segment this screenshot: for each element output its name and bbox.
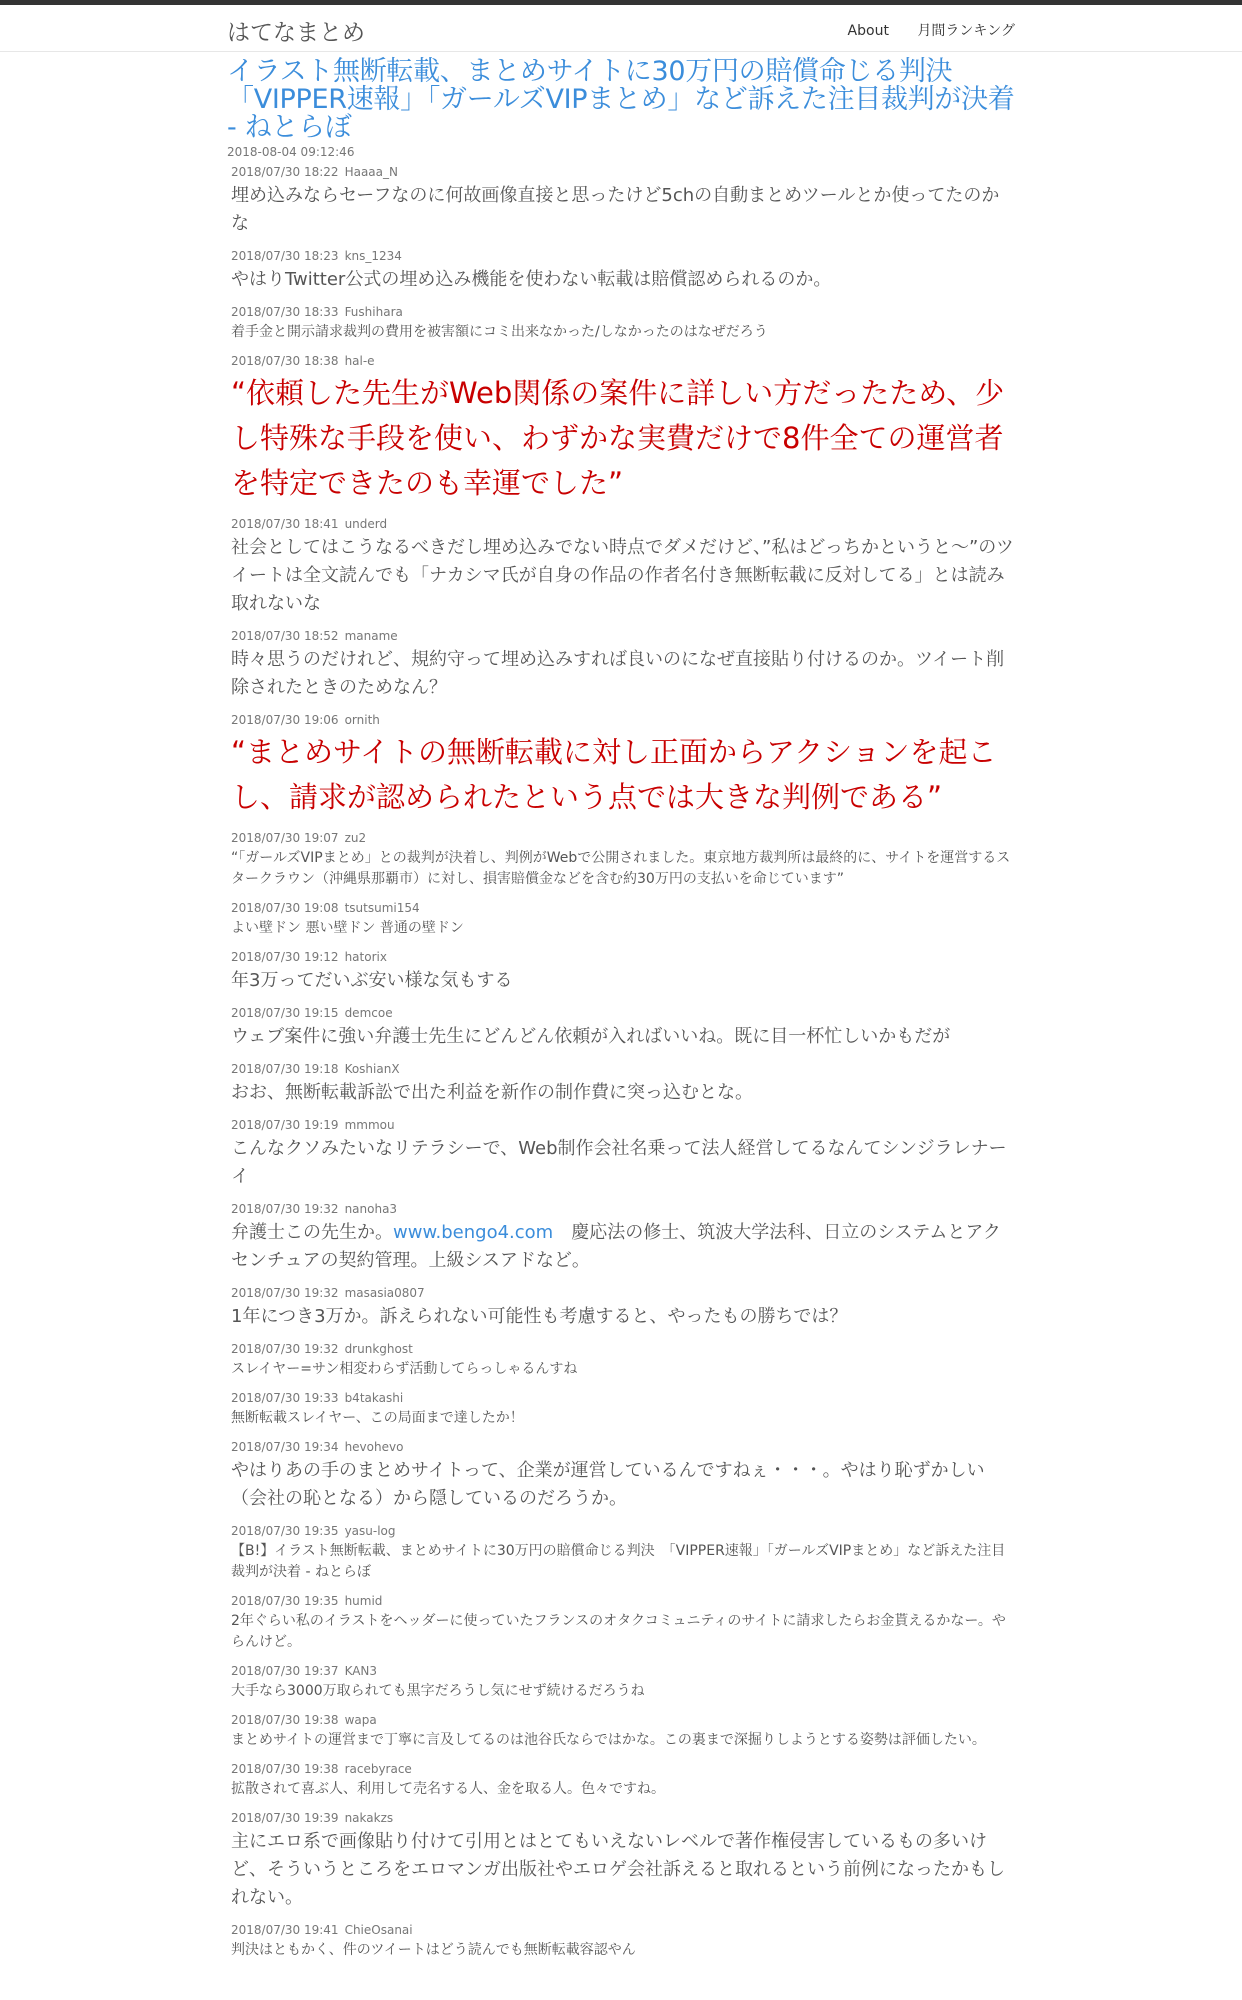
comment-text: “まとめサイトの無断転載に対し正面からアクションを起こし、請求が認められたという点では大きな判例である” bbox=[231, 735, 997, 814]
comment-timestamp: 2018/07/30 19:39 bbox=[231, 1811, 339, 1825]
comment-username: ornith bbox=[344, 713, 380, 727]
comment-username: humid bbox=[344, 1594, 383, 1608]
comment-item bbox=[231, 1761, 1017, 1800]
comment-body bbox=[231, 322, 1017, 343]
comment-body bbox=[231, 1611, 1017, 1653]
comment-username: mmmou bbox=[344, 1118, 395, 1132]
comment-meta bbox=[231, 304, 1017, 320]
comment-item bbox=[231, 164, 1017, 238]
comment-timestamp: 2018/07/30 19:35 bbox=[231, 1594, 339, 1608]
comment-body bbox=[231, 1828, 1017, 1912]
comment-text: “依頼した先生がWeb関係の案件に詳しい方だったため、少し特殊な手段を使い、わずかな実費だけで8件全ての運営者を特定できたのも幸運でした” bbox=[231, 376, 1005, 500]
article-date: 2018-08-04 09:12:46 bbox=[227, 145, 355, 159]
comment-timestamp: 2018/07/30 19:18 bbox=[231, 1062, 339, 1076]
comment-meta bbox=[231, 1663, 1017, 1679]
comment-meta bbox=[231, 830, 1017, 846]
comment-meta bbox=[231, 1761, 1017, 1777]
comment-text: 社会としてはこうなるべきだし埋め込みでない時点でダメだけど、”私はどっちかというと〜”のツイートは全文読んでも「ナカシマ氏が自身の作品の作者名付き無断転載に反対してる」とは読み取れないな bbox=[231, 537, 1014, 614]
comment-item bbox=[231, 1593, 1017, 1653]
comment-meta bbox=[231, 1341, 1017, 1357]
comment-timestamp: 2018/07/30 19:38 bbox=[231, 1713, 339, 1727]
comment-body bbox=[231, 1730, 1017, 1751]
comment-body bbox=[231, 1023, 1017, 1051]
comment-body bbox=[231, 1457, 1017, 1513]
comment-item bbox=[231, 1390, 1017, 1429]
comment-item bbox=[231, 1663, 1017, 1702]
main-content bbox=[227, 58, 1017, 1961]
comment-meta bbox=[231, 1201, 1017, 1217]
comment-text: やはりTwitter公式の埋め込み機能を使わない転載は賠償認められるのか。 bbox=[231, 269, 832, 290]
comment-username: tsutsumi154 bbox=[344, 901, 420, 915]
comment-meta bbox=[231, 628, 1017, 644]
comment-timestamp: 2018/07/30 18:38 bbox=[231, 354, 339, 368]
comment-item bbox=[231, 1061, 1017, 1107]
comment-body bbox=[231, 1541, 1017, 1583]
comment-body bbox=[231, 1359, 1017, 1380]
comment-timestamp: 2018/07/30 19:33 bbox=[231, 1391, 339, 1405]
comment-username: wapa bbox=[344, 1713, 377, 1727]
comment-timestamp: 2018/07/30 19:35 bbox=[231, 1524, 339, 1538]
comment-body bbox=[231, 1303, 1017, 1331]
comment-item bbox=[231, 1712, 1017, 1751]
comment-username: Fushihara bbox=[344, 305, 403, 319]
comment-meta bbox=[231, 1005, 1017, 1021]
comment-body bbox=[231, 1135, 1017, 1191]
comment-meta bbox=[231, 516, 1017, 532]
comment-username: hatorix bbox=[344, 950, 387, 964]
comment-text: 着手金と開示請求裁判の費用を被害額にコミ出来なかった/しなかったのはなぜだろう bbox=[231, 324, 768, 340]
comment-username: maname bbox=[344, 629, 398, 643]
comment-text: こんなクソみたいなリテラシーで、Web制作会社名乗って法人経営してるなんてシンジラレナーイ bbox=[231, 1138, 1007, 1187]
comment-timestamp: 2018/07/30 19:32 bbox=[231, 1342, 339, 1356]
comment-body bbox=[231, 1079, 1017, 1107]
comment-body bbox=[231, 534, 1017, 618]
comment-timestamp: 2018/07/30 19:37 bbox=[231, 1664, 339, 1678]
comment-timestamp: 2018/07/30 18:41 bbox=[231, 517, 339, 531]
comment-username: ChieOsanai bbox=[344, 1923, 413, 1937]
comment-text: 判決はともかく、件のツイートはどう読んでも無断転載容認やん bbox=[231, 1942, 636, 1958]
comment-timestamp: 2018/07/30 19:38 bbox=[231, 1762, 339, 1776]
comment-timestamp: 2018/07/30 19:07 bbox=[231, 831, 339, 845]
comment-body bbox=[231, 646, 1017, 702]
comment-meta bbox=[231, 1810, 1017, 1826]
comment-timestamp: 2018/07/30 19:32 bbox=[231, 1286, 339, 1300]
comment-text: ウェブ案件に強い弁護士先生にどんどん依頼が入ればいいね。既に目一杯忙しいかもだが bbox=[231, 1026, 951, 1047]
comment-timestamp: 2018/07/30 19:34 bbox=[231, 1440, 339, 1454]
comment-username: nakakzs bbox=[344, 1811, 394, 1825]
comment-meta bbox=[231, 1390, 1017, 1406]
comment-text: 拡散されて喜ぶ人、利用して売名する人、金を取る人。色々ですね。 bbox=[231, 1781, 665, 1797]
comment-text: 2年ぐらい私のイラストをヘッダーに使っていたフランスのオタクコミュニティのサイトに請求したらお金貰えるかなー。やらんけど。 bbox=[231, 1613, 1006, 1650]
comment-item bbox=[231, 1341, 1017, 1380]
comment-body bbox=[231, 967, 1017, 995]
comment-body bbox=[231, 1219, 1017, 1275]
comment-body bbox=[231, 848, 1017, 890]
comment-timestamp: 2018/07/30 18:52 bbox=[231, 629, 339, 643]
comment-meta bbox=[231, 353, 1017, 369]
comment-timestamp: 2018/07/30 19:12 bbox=[231, 950, 339, 964]
comment-text: 時々思うのだけれど、規約守って埋め込みすれば良いのになぜ直接貼り付けるのか。ツイート削除されたときのためなん？ bbox=[231, 649, 1005, 698]
comment-username: racebyrace bbox=[344, 1762, 412, 1776]
comment-text: 1年につき3万か。訴えられない可能性も考慮すると、やったもの勝ちでは？ bbox=[231, 1306, 848, 1327]
comment-body bbox=[231, 182, 1017, 238]
comment-text-prefix: 弁護士この先生か。 bbox=[231, 1222, 393, 1243]
comment-meta bbox=[231, 1439, 1017, 1455]
comment-body bbox=[231, 1779, 1017, 1800]
comment-text: 慶応法の修士、筑波大学法科、日立のシステムとアクセンチュアの契約管理。上級シスアドなど。 bbox=[231, 1222, 1001, 1271]
comment-timestamp: 2018/07/30 18:23 bbox=[231, 249, 339, 263]
comment-item bbox=[231, 900, 1017, 939]
comment-username: KAN3 bbox=[344, 1664, 378, 1678]
comment-body bbox=[231, 1681, 1017, 1702]
comment-body bbox=[231, 1408, 1017, 1429]
comment-username: hevohevo bbox=[344, 1440, 404, 1454]
comment-item bbox=[231, 1285, 1017, 1331]
comment-username: b4takashi bbox=[344, 1391, 404, 1405]
comment-username: yasu-log bbox=[344, 1524, 396, 1538]
comment-meta bbox=[231, 1712, 1017, 1728]
comment-body bbox=[231, 918, 1017, 939]
comment-meta bbox=[231, 1061, 1017, 1077]
comment-text: まとめサイトの運営まで丁寧に言及してるのは池谷氏ならではかな。この裏まで深掘りしようとする姿勢は評価したい。 bbox=[231, 1732, 986, 1748]
comment-timestamp: 2018/07/30 19:06 bbox=[231, 713, 339, 727]
comment-item bbox=[231, 1523, 1017, 1583]
comment-item bbox=[231, 1117, 1017, 1191]
comment-item bbox=[231, 248, 1017, 294]
comment-meta bbox=[231, 248, 1017, 264]
comment-username: zu2 bbox=[344, 831, 367, 845]
site-brand-link[interactable]: はてなまとめ bbox=[227, 20, 365, 46]
comment-timestamp: 2018/07/30 18:33 bbox=[231, 305, 339, 319]
comment-text: 年3万ってだいぶ安い様な気もする bbox=[231, 970, 513, 991]
comment-meta bbox=[231, 1523, 1017, 1539]
comment-username: underd bbox=[344, 517, 388, 531]
nav-monthly-ranking-link[interactable]: 月間ランキング bbox=[917, 23, 1015, 39]
comment-body bbox=[231, 371, 1017, 506]
comment-body bbox=[231, 730, 1017, 820]
comment-meta bbox=[231, 1285, 1017, 1301]
comment-item bbox=[231, 712, 1017, 820]
comment-item bbox=[231, 1005, 1017, 1051]
comment-meta bbox=[231, 949, 1017, 965]
comment-timestamp: 2018/07/30 19:32 bbox=[231, 1202, 339, 1216]
comment-text: よい壁ドン 悪い壁ドン 普通の壁ドン bbox=[231, 920, 464, 936]
nav-about-link[interactable]: About bbox=[847, 23, 889, 39]
comment-meta bbox=[231, 164, 1017, 180]
comment-list bbox=[227, 164, 1017, 1961]
comment-text: 大手なら3000万取られても黒字だろうし気にせず続けるだろうね bbox=[231, 1683, 645, 1699]
comment-username: KoshianX bbox=[344, 1062, 400, 1076]
comment-meta bbox=[231, 712, 1017, 728]
comment-meta bbox=[231, 1117, 1017, 1133]
comment-username: kns_1234 bbox=[344, 249, 402, 263]
comment-timestamp: 2018/07/30 18:22 bbox=[231, 165, 339, 179]
comment-item bbox=[231, 1439, 1017, 1513]
comment-username: drunkghost bbox=[344, 1342, 413, 1356]
comment-item bbox=[231, 1810, 1017, 1912]
comment-username: Haaaa_N bbox=[344, 165, 398, 179]
nav-links bbox=[824, 20, 1015, 40]
comment-meta bbox=[231, 1593, 1017, 1609]
comment-username: masasia0807 bbox=[344, 1286, 425, 1300]
comment-item bbox=[231, 830, 1017, 890]
comment-item bbox=[231, 516, 1017, 618]
comment-text: やはりあの手のまとめサイトって、企業が運営しているんですねぇ・・・。やはり恥ずかしい（会社の恥となる）から隠しているのだろうか。 bbox=[231, 1460, 985, 1509]
comment-username: nanoha3 bbox=[344, 1202, 398, 1216]
comment-timestamp: 2018/07/30 19:15 bbox=[231, 1006, 339, 1020]
comment-item bbox=[231, 304, 1017, 343]
comment-username: hal-e bbox=[344, 354, 375, 368]
comment-text: 埋め込みならセーフなのに何故画像直接と思ったけど5chの自動まとめツールとか使ってたのかな bbox=[231, 185, 1000, 234]
comment-link[interactable]: www.bengo4.com bbox=[393, 1222, 554, 1243]
comment-item bbox=[231, 1922, 1017, 1961]
comment-text: 主にエロ系で画像貼り付けて引用とはとてもいえないレベルで著作権侵害しているもの多いけど、そういうところをエロマンガ出版社やエロゲ会社訴えると取れるという前例になったかもしれない。 bbox=[231, 1831, 1005, 1908]
comment-text: おお、無断転載訴訟で出た利益を新作の制作費に突っ込むとな。 bbox=[231, 1082, 753, 1103]
comment-body bbox=[231, 1940, 1017, 1961]
comment-meta bbox=[231, 1922, 1017, 1938]
article-title-link[interactable]: イラスト無断転載、まとめサイトに30万円の賠償命じる判決 「VIPPER速報」「ガールズVIPまとめ」など訴えた注目裁判が決着 - ねとらぼ bbox=[227, 56, 1015, 143]
comment-item bbox=[231, 628, 1017, 702]
comment-timestamp: 2018/07/30 19:41 bbox=[231, 1923, 339, 1937]
comment-item bbox=[231, 353, 1017, 506]
comment-meta bbox=[231, 900, 1017, 916]
navbar bbox=[0, 5, 1242, 52]
comment-text: スレイヤー=サン相変わらず活動してらっしゃるんすね bbox=[231, 1361, 578, 1377]
comment-item bbox=[231, 1201, 1017, 1275]
comment-username: demcoe bbox=[344, 1006, 393, 1020]
comment-text: “「ガールズVIPまとめ」との裁判が決着し、判例がWebで公開されました。東京地方裁判所は最終的に、サイトを運営するスタークラウン（沖縄県那覇市）に対し、損害賠償金などを含む約30万円の支払いを命じています” bbox=[231, 850, 1011, 887]
comment-text: 無断転載スレイヤー、この局面まで達したか！ bbox=[231, 1410, 524, 1426]
comment-timestamp: 2018/07/30 19:08 bbox=[231, 901, 339, 915]
comment-item bbox=[231, 949, 1017, 995]
comment-text: 【B!】イラスト無断転載、まとめサイトに30万円の賠償命じる判決 「VIPPER速報」「ガールズVIPまとめ」など訴えた注目裁判が決着 - ねとらぼ bbox=[231, 1543, 1006, 1580]
comment-body bbox=[231, 266, 1017, 294]
comment-timestamp: 2018/07/30 19:19 bbox=[231, 1118, 339, 1132]
